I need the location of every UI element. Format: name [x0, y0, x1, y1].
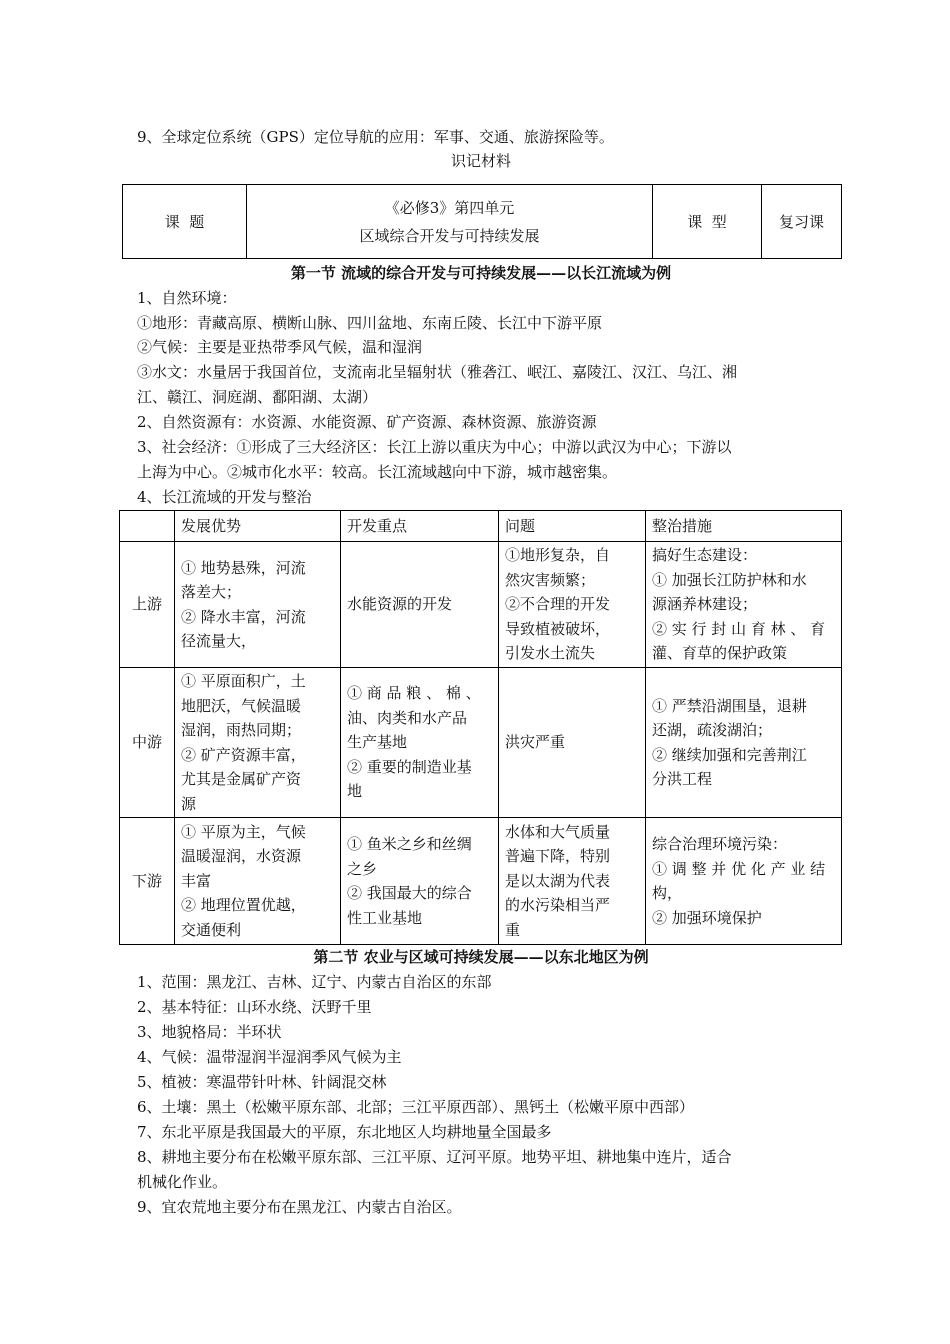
course-header-table	[122, 184, 842, 259]
header-cell: 整治措施	[646, 511, 842, 542]
header-cell	[120, 511, 175, 542]
cell-line: 落差大；	[181, 583, 242, 601]
cell-line: ② 实 行 封 山 育 林 、 育	[652, 619, 826, 638]
header-cell: 开发重点	[341, 511, 499, 542]
section1-line: 3、社会经济：①形成了三大经济区：长江上游以重庆为中心；中游以武汉为中心；下游以	[137, 438, 732, 456]
problem-cell	[499, 542, 646, 668]
cell-line: ① 加强长江防护林和水	[652, 570, 807, 589]
cell-line: 是以太湖为代表	[505, 871, 611, 890]
measures-cell	[646, 818, 842, 945]
section2-line: 3、地貌格局：半环状	[137, 1023, 282, 1041]
section2-line: 5、植被：寒温带针叶林、针阔混交林	[137, 1073, 387, 1091]
cell-line: ② 继续加强和完善荆江	[652, 745, 807, 764]
cell-line: 综合治理环境污染：	[652, 835, 788, 853]
cell-line: 地	[347, 782, 363, 801]
topic-line-2: 区域综合开发与可持续发展	[359, 226, 540, 245]
table-row	[120, 818, 842, 945]
topic-value	[247, 185, 653, 259]
table-header-row	[120, 511, 842, 542]
cell-line: ② 矿产资源丰富，	[181, 745, 306, 764]
cell-line: 水体和大气质量	[505, 822, 611, 841]
cell-line: 源涵养林建设；	[652, 595, 758, 614]
cell-line: 丰富	[181, 871, 212, 890]
section2-line: 6、土壤：黑土（松嫩平原东部、北部；三江平原西部）、黑钙土（松嫩平原中西部）	[137, 1098, 695, 1116]
section1-line: 1、自然环境：	[137, 289, 237, 307]
cell-line: 导致植被破坏，	[505, 619, 611, 638]
table-row	[120, 668, 842, 818]
cell-line: 引发水土流失	[505, 644, 596, 663]
section1-line: 江、赣江、洞庭湖、鄱阳湖、太湖）	[137, 388, 378, 406]
cell-line: 生产基地	[347, 733, 408, 752]
section1-line: ①地形：青藏高原、横断山脉、四川盆地、东南丘陵、长江中下游平原	[137, 314, 603, 332]
advantage-cell	[175, 818, 341, 945]
cell-line: 湿润，雨热同期；	[181, 721, 302, 739]
cell-line: ① 严禁沿湖围垦，退耕	[652, 696, 807, 715]
cell-line: 分洪工程	[652, 770, 713, 788]
focus-cell	[341, 668, 499, 818]
cell-line: ① 平原为主，气候	[181, 822, 306, 841]
section1-line: 2、自然资源有：水资源、水能资源、矿产资源、森林资源、旅游资源	[137, 413, 597, 431]
cell-line: ① 地势悬殊，河流	[181, 558, 306, 577]
section2-line: 2、基本特征：山环水绕、沃野千里	[137, 998, 372, 1016]
cell-line: 性工业基地	[347, 908, 423, 927]
cell-line: 油、肉类和水产品	[347, 708, 468, 727]
cell-line: ① 鱼米之乡和丝绸	[347, 835, 472, 853]
cell-line: 地肥沃，气候温暖	[181, 696, 302, 715]
cell-line: ②不合理的开发	[505, 595, 611, 614]
header-cell: 问题	[499, 511, 646, 542]
cell-line: 灌、育草的保护政策	[652, 644, 788, 663]
cell-line: 源	[181, 794, 197, 813]
section1-line: 上海为中心。②城市化水平：较高。长江流域越向中下游，城市越密集。	[137, 463, 618, 481]
cell-line: 尤其是金属矿产资	[181, 770, 302, 788]
section2-line: 4、气候：温带湿润半湿润季风气候为主	[137, 1048, 402, 1066]
focus-cell	[341, 818, 499, 945]
problem-cell	[499, 668, 646, 818]
cell-line: 径流量大，	[181, 632, 257, 650]
type-value: 复习课	[762, 185, 842, 259]
cell-line: ① 商 品 粮 、 棉 、	[347, 684, 481, 703]
cell-line: ① 平原面积广，土	[181, 672, 306, 690]
cell-line: ② 地理位置优越，	[181, 896, 306, 915]
development-table	[119, 510, 842, 945]
cell-line: ② 降水丰富，河流	[181, 607, 306, 626]
cell-line: 交通便利	[181, 920, 242, 939]
section1-line: ③水文：水量居于我国首位，支流南北呈辐射状（雅砻江、岷江、嘉陵江、汉江、乌江、湘	[137, 363, 738, 381]
row-label: 中游	[120, 668, 175, 818]
section1-title: 第一节 流域的综合开发与可持续发展——以长江流域为例	[290, 264, 672, 282]
cell-line: 构，	[652, 884, 683, 902]
section2-line: 1、范围：黑龙江、吉林、辽宁、内蒙古自治区的东部	[137, 973, 492, 991]
gps-item: 9、全球定位系统（GPS）定位导航的应用：军事、交通、旅游探险等。	[137, 128, 614, 146]
cell-line: 之乡	[347, 859, 378, 878]
section1-line: ②气候：主要是亚热带季风气候，温和湿润	[137, 338, 423, 356]
type-label: 课 型	[653, 185, 762, 259]
header-cell: 发展优势	[175, 511, 341, 542]
measures-cell	[646, 668, 842, 818]
cell-line: ② 重要的制造业基	[347, 757, 472, 776]
cell-line: 普遍下降，特别	[505, 847, 611, 866]
section2-line: 9、宜农荒地主要分布在黑龙江、内蒙古自治区。	[137, 1198, 462, 1216]
cell-line: 重	[505, 920, 521, 939]
cell-line: 温暖湿润，水资源	[181, 847, 302, 866]
advantage-cell	[175, 668, 341, 818]
cell-line: 搞好生态建设：	[652, 546, 758, 565]
topic-label: 课 题	[123, 185, 247, 259]
section2-line: 8、耕地主要分布在松嫩平原东部、三江平原、辽河平原。地势平坦、耕地集中连片，适合	[137, 1148, 732, 1166]
measures-cell	[646, 542, 842, 668]
topic-line-1: 《必修3》第四单元	[384, 198, 515, 217]
cell-line: 还湖，疏浚湖泊；	[652, 721, 773, 739]
cell-line: 的水污染相当严	[505, 896, 611, 915]
cell-line: 洪灾严重	[505, 733, 566, 752]
row-label: 下游	[120, 818, 175, 945]
advantage-cell	[175, 542, 341, 668]
cell-line: 然灾害频繁；	[505, 570, 596, 589]
cell-line: ② 加强环境保护	[652, 908, 762, 927]
section2-title: 第二节 农业与区域可持续发展——以东北地区为例	[313, 948, 649, 966]
cell-line: ①地形复杂，自	[505, 546, 611, 565]
table-row	[120, 542, 842, 668]
section2-line: 机械化作业。	[137, 1173, 228, 1191]
problem-cell	[499, 818, 646, 945]
cell-line: ② 我国最大的综合	[347, 884, 472, 902]
cell-line: 水能资源的开发	[347, 595, 453, 614]
focus-cell	[341, 542, 499, 668]
cell-line: ① 调 整 并 优 化 产 业 结	[652, 859, 826, 878]
section2-line: 7、东北平原是我国最大的平原，东北地区人均耕地量全国最多	[137, 1123, 552, 1141]
section1-line: 4、长江流域的开发与整治	[137, 488, 312, 506]
row-label: 上游	[120, 542, 175, 668]
material-title: 识记材料	[450, 152, 511, 170]
